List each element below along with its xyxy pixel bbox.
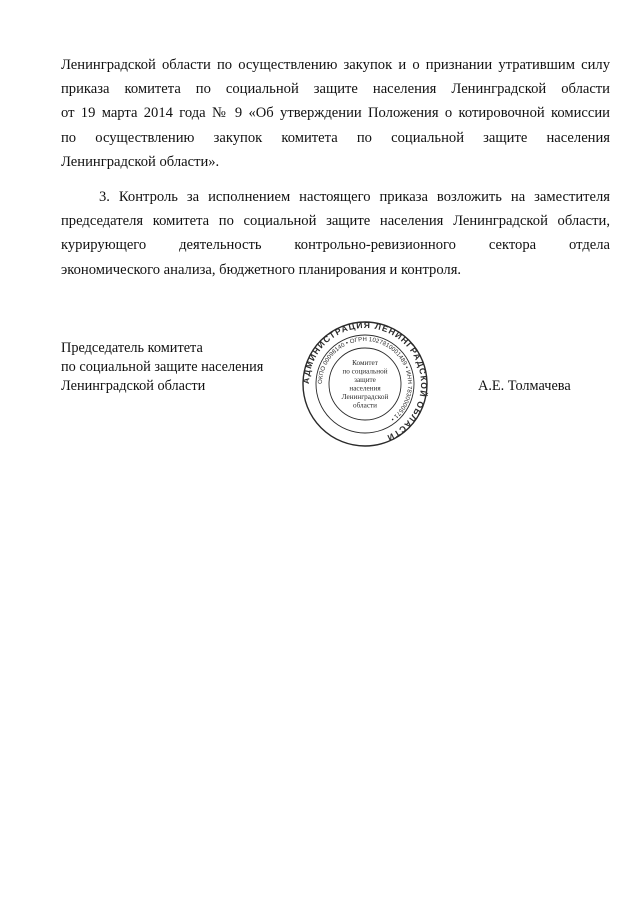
signatory-title-line: по социальной защите населения [61, 359, 264, 375]
signatory-title [61, 339, 263, 396]
paragraph-1-line: Ленинградской области». [61, 153, 220, 170]
seal-center-line: защите [354, 376, 376, 384]
paragraph-1-line: приказа комитета по социальной защите населения Ленинградской области [61, 81, 610, 98]
signatory-name: А.Е. Толмачева [478, 378, 571, 394]
signatory-title-line: Председатель комитета [61, 340, 203, 356]
paragraph-3-line: председателя комитета по социальной защите населения Ленинградской области, [61, 213, 610, 230]
official-seal [301, 320, 429, 448]
seal-center-line: по социальной [342, 367, 388, 376]
paragraph-3-line: курирующего деятельность контрольно-ревизионного сектора отдела [61, 237, 610, 254]
seal-center-line: области [352, 401, 378, 410]
seal-ring-text: ОКПО 00098140 • ОГРН 1027810001489 • ИНН 7830000571 • [317, 336, 413, 422]
paragraph-3 [61, 185, 610, 282]
seal-outer-text: АДМИНИСТРАЦИЯ ЛЕНИНГРАДСКОЙ ОБЛАСТИ [301, 320, 429, 444]
seal-center-line: Комитет [352, 359, 378, 367]
paragraph-1-line: Ленинградской области по осуществлению закупок и о признании утратившим силу [61, 57, 610, 73]
paragraph-3-line: экономического анализа, бюджетного планирования и контроля. [61, 261, 462, 278]
paragraph-1-line: от 19 марта 2014 года № 9 «Об утверждении Положения о котировочной комиссии [61, 105, 610, 122]
paragraph-1-line: по осуществлению закупок комитета по социальной защите населения [61, 129, 610, 146]
seal-center-text [342, 359, 389, 410]
signatory-title-line: Ленинградской области [61, 378, 206, 394]
paragraph-1 [61, 53, 610, 174]
seal-center-line: Ленинградской [341, 393, 389, 401]
paragraph-3-line: 3. Контроль за исполнением настоящего приказа возложить на заместителя [99, 189, 610, 205]
seal-center-line: населения [349, 384, 381, 393]
